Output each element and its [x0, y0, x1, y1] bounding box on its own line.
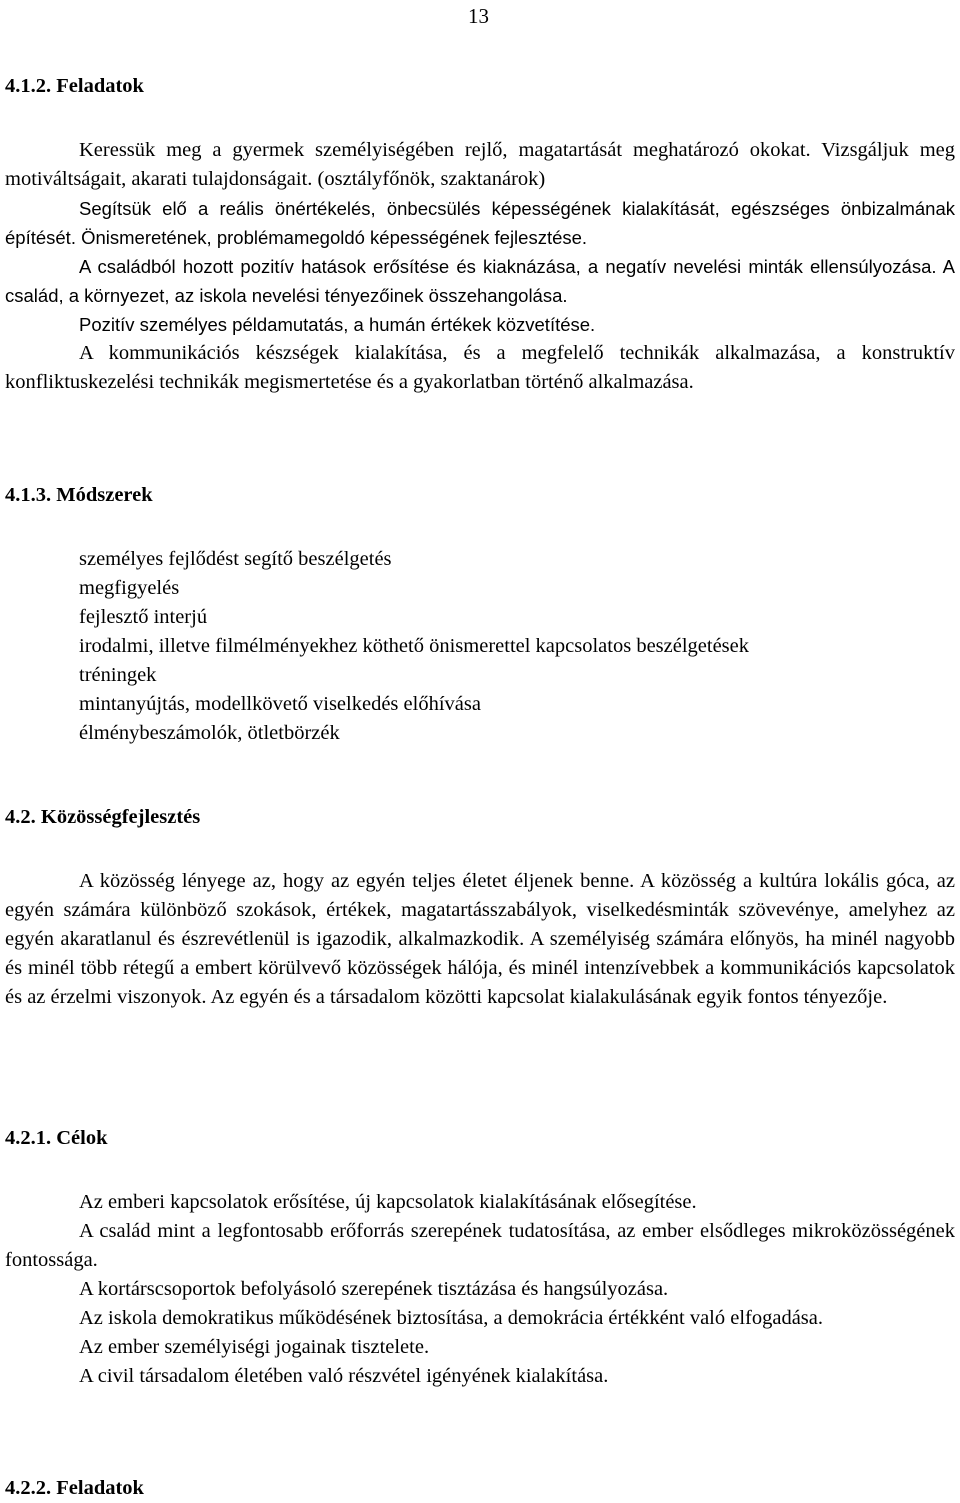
paragraph-okok: Keressük meg a gyermek személyiségében rejlő, magatartását meghatározó okokat. Vizsgáljuk meg motiváltságait, akarati tulajdonságait. (osztályfőnök, szaktanárok)	[5, 139, 955, 190]
paragraph-onertekeles: Segítsük elő a reális önértékelés, önbecsülés képességének kialakítását, egészséges önbizalmának építését. Önismeretének, problémamegoldó képességének fejlesztése.	[5, 198, 955, 248]
heading-feladatok: 4.1.2. Feladatok	[5, 75, 144, 97]
list-item: élménybeszámolók, ötletbörzék	[79, 722, 340, 744]
paragraph-cel-kapcsolatok: Az emberi kapcsolatok erősítése, új kapcsolatok kialakításának elősegítése.	[79, 1191, 697, 1213]
paragraph-cel-civil: A civil társadalom életében való részvétel igényének kialakítása.	[79, 1365, 609, 1387]
paragraph-csalad-hatasok: A családból hozott pozitív hatások erősítése és kiaknázása, a negatív nevelési minták ellensúlyozása. A család, a környezet, az iskola nevelési tényezőinek összehangolása.	[5, 256, 955, 306]
heading-modszerek: 4.1.3. Módszerek	[5, 484, 153, 506]
page-number: 13	[468, 4, 489, 28]
list-item: mintanyújtás, modellkövető viselkedés előhívása	[79, 693, 481, 715]
paragraph-cel-kortarscsoportok: A kortárscsoportok befolyásoló szerepének tisztázása és hangsúlyozása.	[79, 1278, 669, 1300]
heading-feladatok-2: 4.2.2. Feladatok	[5, 1477, 144, 1499]
paragraph-cel-demokracia: Az iskola demokratikus működésének biztosítása, a demokrácia értékként való elfogadása.	[79, 1307, 824, 1329]
paragraph-cel-csalad: A család mint a legfontosabb erőforrás szerepének tudatosítása, az ember elsődleges mikroközösségének fontossága.	[5, 1220, 955, 1271]
paragraph-cel-jogok: Az ember személyiségi jogainak tisztelete.	[79, 1336, 430, 1358]
list-item: irodalmi, illetve filmélményekhez köthető önismerettel kapcsolatos beszélgetések	[79, 635, 750, 657]
heading-kozossegfejlesztes: 4.2. Közösségfejlesztés	[5, 806, 201, 828]
methods-list	[79, 545, 749, 748]
list-item: személyes fejlődést segítő beszélgetés	[79, 548, 392, 570]
paragraph-kozosseg: A közösség lényege az, hogy az egyén teljes életet éljenek benne. A közösség a kultúra lokális góca, az egyén számára különböző szokások, értékek, magatartásszabályok, viselkedésminták szövevénye, amelyhez az egyén akaratlanul és észrevétlenül is igazodik, alkalmazkodik. A személyiség számára előnyös, ha minél nagyobb és minél több rétegű a embert körülvevő közösségek hálója, és minél intenzívebbek a kommunikációs kapcsolatok és az érzelmi viszonyok. Az egyén és a társadalom közötti kapcsolat kialakulásának egyik fontos tényezője.	[5, 870, 955, 1008]
heading-celok: 4.2.1. Célok	[5, 1127, 108, 1149]
list-item: fejlesztő interjú	[79, 606, 208, 628]
paragraph-peldamutatas: Pozitív személyes példamutatás, a humán értékek közvetítése.	[79, 314, 596, 335]
feladatok-body	[5, 136, 955, 397]
kozossegfejlesztes-body	[5, 867, 955, 1012]
list-item: tréningek	[79, 664, 157, 686]
paragraph-kommunikacio: A kommunikációs készségek kialakítása, és a megfelelő technikák alkalmazása, a konstruktív konfliktuskezelési technikák megismertetése és a gyakorlatban történő alkalmazása.	[5, 342, 955, 393]
celok-body	[5, 1188, 955, 1391]
list-item: megfigyelés	[79, 577, 180, 599]
